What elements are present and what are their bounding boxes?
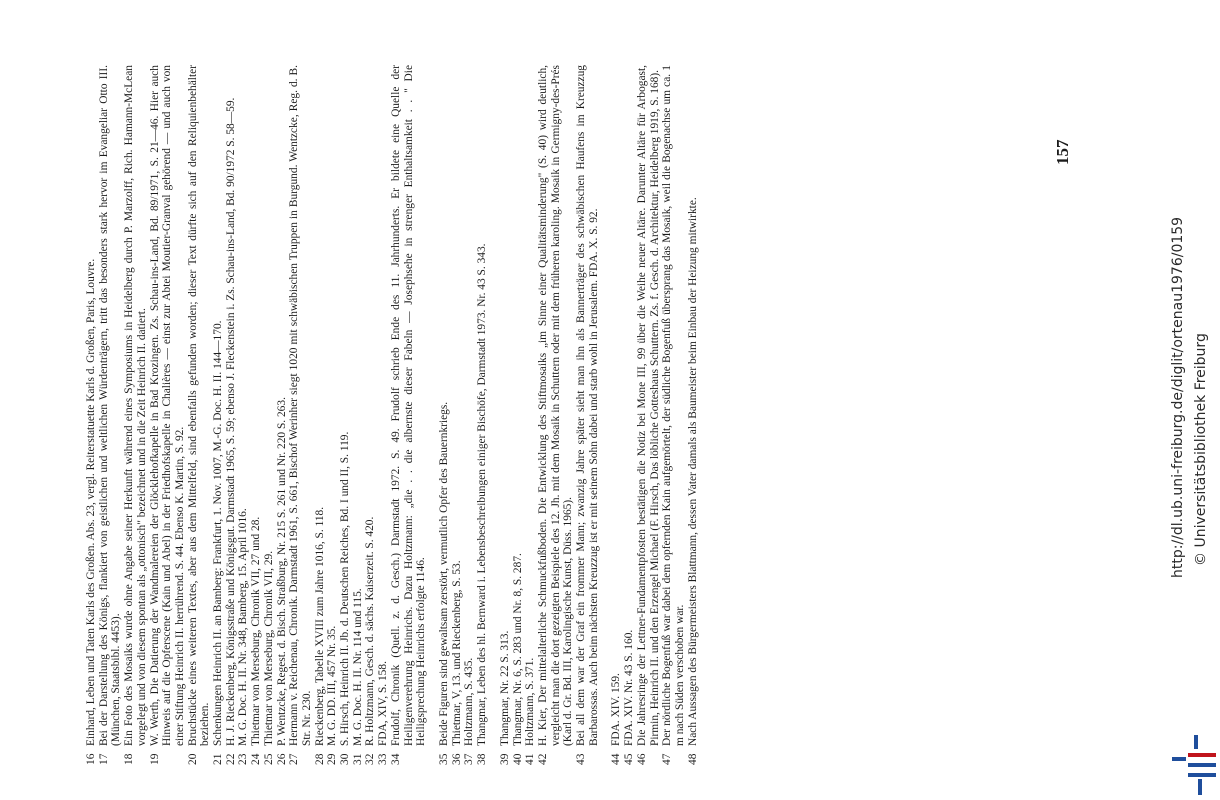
footnote-text: M. G. Doc. H. II. Nr. 114 und 115. xyxy=(351,588,364,746)
footnote-number: 31 xyxy=(351,753,364,765)
footnote-number: 22 xyxy=(224,753,237,765)
footnote-number: 33 xyxy=(377,753,390,765)
footnote xyxy=(476,65,489,765)
footnote-text: Bruchstücke eines weiteren Textes, aber aus dem Mittelfeld, sind ebenfalls gefunden worden; dieser Text dürfte sich auf den Reliquienbehälter beziehen. xyxy=(186,65,212,746)
footnote-text: FDA, XIV, S. 158. xyxy=(377,661,390,746)
footnote-text: Beide Figuren sind gewaltsam zerstört, vermutlich Opfer des Bauernkriegs. xyxy=(437,401,450,746)
page-number: 157 xyxy=(1053,139,1072,165)
logo-blue-bar-low xyxy=(1188,773,1216,777)
footnote-text: S. Hirsch, Heinrich II. Jb. d. Deutschen Reiches, Bd. I und II, S. 119. xyxy=(339,431,352,746)
footnote xyxy=(98,65,123,765)
footnote-number: 48 xyxy=(686,753,699,765)
footnote xyxy=(610,65,623,765)
footnote xyxy=(687,65,700,765)
footnote xyxy=(225,65,238,765)
footnote xyxy=(575,65,600,765)
footnote-text: Holtzmann, S. 435. xyxy=(463,657,476,746)
logo-blue-bar-mid xyxy=(1188,763,1216,767)
footnote xyxy=(263,65,276,765)
copyright-notice: © Universitätsbibliothek Freiburg xyxy=(1193,333,1209,566)
footnote-number: 27 xyxy=(288,753,301,765)
footnote-text: Nach Aussagen des Bürgermeisters Blattmann, dessen Vater damals als Baumeister beim Einbau der Heizung mitwirkte. xyxy=(686,197,699,746)
footnote-number: 35 xyxy=(437,753,450,765)
footnote-number: 29 xyxy=(326,753,339,765)
footnote xyxy=(326,65,339,765)
footnote-number: 25 xyxy=(262,753,275,765)
footnote-text: Rieckenberg, Tabelle XVIII zum Jahre 1016, S. 118. xyxy=(313,506,326,746)
footnote xyxy=(149,65,187,765)
footnote-number: 47 xyxy=(661,753,674,765)
footnote-text: M. G. DD. III, 457 Nr. 35. xyxy=(326,625,339,746)
footnote-number: 30 xyxy=(339,753,352,765)
footnote-text: Bei der Darstellung des Königs, flankiert von geistlichen und weltlichen Würdenträgern, tritt das besonders stark hervor im Evangeliar Otto III. (München, Staatsbibl. 4453). xyxy=(97,65,123,746)
footnote-text: Der nördliche Bogenfuß war dabei dem opfernden Kain aufgemörtelt, der südliche Bogenfuß übersprang das Mosaik, weil die Bogenachse um ca. 1 m nach Süden verschoben war. xyxy=(661,65,686,746)
footnote-text: Einhard, Leben und Taten Karls des Großen. Abs. 23, vergl. Reiterstatuette Karls d. Großen, Paris, Louvre. xyxy=(85,258,97,746)
footnote xyxy=(314,65,327,765)
footnote xyxy=(187,65,212,765)
footnote-text: Frudolf, Chronik (Quell. z. d. Gesch.) Darmstadt 1972. S. 49. Frudolf schrieb Ende des 11. Jahrhunderts. Er bildete eine Quelle der Heiligenverehrung Heinrichs. Dazu Holtzmann: „die . . die albernste dieser Fabeln — Josephsehe in strenger Enthaltsamkeit . . " Die Heiligsprechung Heinrichs erfolgte 1146. xyxy=(389,65,428,746)
logo-blue-bar-bottom xyxy=(1198,779,1202,795)
footnote-number: 32 xyxy=(364,753,377,765)
footnote xyxy=(636,65,661,765)
footnote xyxy=(85,65,98,765)
footnote-number: 20 xyxy=(186,753,199,765)
footnote-text: Thietmar, V, 13. und Rieckenberg, S. 53. xyxy=(450,560,463,746)
footnote-number: 21 xyxy=(212,753,225,765)
footnote xyxy=(352,65,365,765)
footnotes-block xyxy=(85,65,965,765)
footnote-text: Bei all dem war der Graf ein frommer Mann; zwanzig Jahre später sieht man ihn als Bannerträger des schwäbischen Haufens im Kreuzzug Barbarossas. Auch beim nächsten Kreuzzug ist er mit seinem Sohn dabei und starb wohl in Jerusalem. FDA. X. S. 92. xyxy=(575,65,600,746)
footnote-number: 19 xyxy=(148,753,161,765)
footnote xyxy=(463,65,476,765)
footnote-text: Thangmar, Nr. 6, S. 283 und Nr. 8, S. 287. xyxy=(511,553,524,746)
footnote-text: H. J. Rieckenberg, Königsstraße und Königsgut. Darmstadt 1965, S. 59; ebenso J. Fleckenstein i. Zs. Schau-ins-Land, Bd. 90/1972 S. 58—59. xyxy=(224,97,237,746)
ub-freiburg-logo-icon xyxy=(1172,735,1216,795)
footnote-text: P. Wentzcke, Regest. d. Bisch. Straßburg, Nr. 215 S. 261 und Nr. 220 S. 263. xyxy=(275,397,288,746)
footnote-number: 39 xyxy=(498,753,511,765)
footnote xyxy=(250,65,263,765)
footnote-number: 46 xyxy=(635,753,648,765)
footnote-text: M. G. Doc. H. II. Nr. 348, Bamberg, 15. April 1016. xyxy=(237,508,250,746)
footnote-number: 43 xyxy=(575,753,588,765)
footnote xyxy=(512,65,525,765)
footnote-text: Die Jahresringe der Lettner-Fundamentpfosten bestätigen die Notiz bei Mone III, 99 über die Weihe neuer Altäre. Darunter Altäre für Arbogast, Pirmin, Heinrich II. und den Erzengel Michael (F. Hirsch, Das löbliche Gotteshaus Schuttern. Zs. f. Gesch. d. Architektur, Heidelberg 1919, S. 168). xyxy=(635,65,661,746)
footnote-text: Ein Foto des Mosaiks wurde ohne Angabe seiner Herkunft während eines Symposiums in Heidelberg durch P. Marzolff, Rich. Hamann-McLean vorgelegt und von diesem spontan als „ottonisch" bezeichnet und in die Zeit Heinrich II. datiert. xyxy=(123,65,148,746)
footnote xyxy=(123,65,148,765)
footnote-number: 24 xyxy=(250,753,263,765)
footnote-number: 38 xyxy=(476,753,489,765)
footnote xyxy=(438,65,451,765)
footnote xyxy=(276,65,289,765)
footnote-number: 42 xyxy=(536,753,549,765)
footnote xyxy=(237,65,250,765)
footnote-number: 37 xyxy=(463,753,476,765)
footnote-text: Thietmar von Merseburg, Chronik VII, 27 und 28. xyxy=(250,516,263,746)
footnote-text: FDA. XIV. Nr. 43 S. 160. xyxy=(623,629,636,746)
logo-blue-bar-left xyxy=(1172,757,1186,761)
footnote-number: 41 xyxy=(524,753,537,765)
footnote-text: Thangmar, Nr. 22 S. 313. xyxy=(498,630,511,746)
footnote-number: 18 xyxy=(123,753,136,765)
footnote xyxy=(499,65,512,765)
footnote-text: FDA. XIV. 159. xyxy=(610,673,623,746)
footnote xyxy=(377,65,390,765)
footnote-text: H. Kier, Der mittelalterliche Schmuckfußboden. Die Entwicklung des Stiftmosaiks „im Sinne einer Qualitätsminderung" (S. 40) wird deutlich, vergleicht man die dort gezeigten Beispiele des 12. Jh. mit dem Mosaik in Schuttern oder mit dem früheren karoling. Mosaik in Germigny-des-Prés (Karl d. Gr. Bd. III, Karolingische Kunst, Düss. 1965). xyxy=(536,65,575,746)
footnote xyxy=(212,65,225,765)
footnote-number: 36 xyxy=(450,753,463,765)
footnote-number: 40 xyxy=(511,753,524,765)
footnote-number: 45 xyxy=(623,753,636,765)
footnote-text: Holtzmann, S. 371. xyxy=(524,657,537,746)
footnote xyxy=(364,65,377,765)
footnote-number: 23 xyxy=(237,753,250,765)
footnote-text: Thietmar von Merseburg, Chronik VII, 29. xyxy=(262,550,275,746)
footnote xyxy=(661,65,686,765)
footnote-text: Thangmar, Leben des hl. Bernward i. Lebensbeschreibungen einiger Bischöfe, Darmstadt 1973. Nr. 43 S. 343. xyxy=(476,243,489,746)
footnote-number: 34 xyxy=(389,753,402,765)
footnote xyxy=(524,65,537,765)
footnote xyxy=(390,65,428,765)
footnote xyxy=(288,65,313,765)
footnote-number: 44 xyxy=(610,753,623,765)
logo-blue-bar-top xyxy=(1194,735,1198,749)
footnote-number: 26 xyxy=(275,753,288,765)
footnote-text: W. Werth, Die Datierung der Wandmalereien der Glöcklehofkapelle in Bad Krozingen. Zs. Schau-ins-Land, Bd. 89/1971, S. 21—46. Hier auch Hinweis auf die Opferscene (Kain und Abel) in der Friedhofskapelle in Chalières — einst zur Abtei Moutier-Granval gehörend — und auch von einer Stiftung Heinrich II. herrührend. S. 44. Ebenso K. Martin, S. 92. xyxy=(148,65,186,746)
footnote-text: Schenkungen Heinrich II. an Bamberg: Frankfurt, 1. Nov. 1007, M.-G. Doc. H. II. 144—170. xyxy=(212,320,225,746)
footnote xyxy=(537,65,575,765)
footnote-number: 16 xyxy=(85,753,97,765)
footnote-text: R. Holtzmann, Gesch. d. sächs. Kaiserzeit. S. 420. xyxy=(364,516,377,746)
logo-red-bar xyxy=(1188,753,1216,757)
footnote xyxy=(339,65,352,765)
footnote-number: 28 xyxy=(313,753,326,765)
footnote xyxy=(451,65,464,765)
footnote xyxy=(623,65,636,765)
footnote-text: Hermann v. Reichenau, Chronik. Darmstadt 1961, S. 661, Bischof Werinher siegt 1020 mit schwäbischen Truppen in Burgund. Wentzcke, Reg. d. B. Str. Nr. 230. xyxy=(288,65,313,746)
source-url[interactable]: http://dl.ub.uni-freiburg.de/diglit/ortenau1976/0159 xyxy=(1170,216,1186,578)
footnote-number: 17 xyxy=(97,753,110,765)
